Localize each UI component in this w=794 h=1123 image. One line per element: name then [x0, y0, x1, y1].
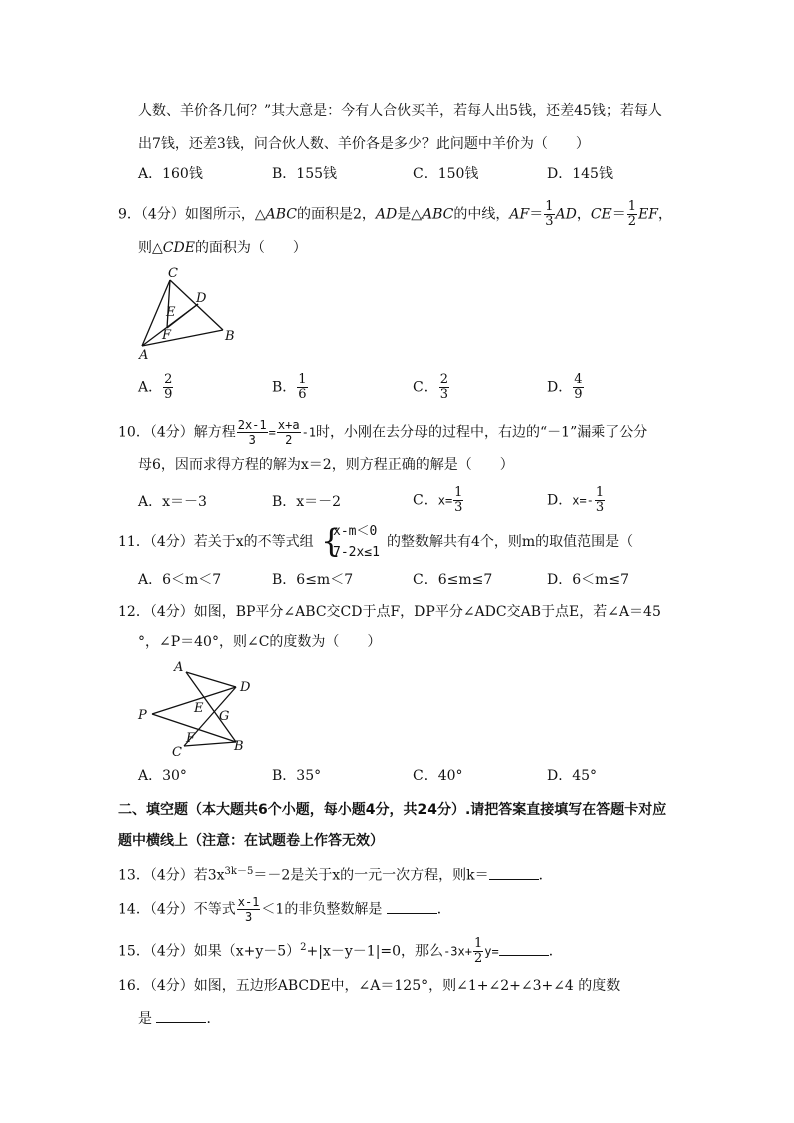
q15-prefix: 15．（4分）如果（x+y－5） [118, 943, 301, 960]
q9-abc: ABC [265, 206, 297, 223]
q10-option-c [413, 486, 464, 515]
q9-t4: ， [576, 206, 591, 223]
q11-option-b: B．6≤m＜7 [272, 572, 354, 588]
q9-abc2: ABC [422, 206, 454, 223]
q9-option-c-letter: C． [413, 379, 438, 396]
q9-line2a: 则△ [138, 240, 163, 256]
q9-fraction-1 [544, 200, 554, 229]
q12-label-b: B [234, 739, 244, 754]
q8-line1: 人数、羊价各几何？”其大意是：今有人合伙买羊，若每人出5钱，还差45钱；若每人 [138, 103, 662, 119]
q15-fraction [473, 937, 483, 966]
q9-t3: 的中线， [453, 206, 510, 223]
q12-figure [134, 656, 264, 760]
q16-answer-blank[interactable] [156, 1008, 206, 1023]
q9-option-c [413, 373, 450, 402]
q9-option-b [272, 373, 309, 402]
q10-f2-num: x+a [277, 418, 300, 432]
q12-label-c: C [172, 745, 182, 760]
q9-ce: CE [590, 206, 612, 223]
q14-line [118, 895, 451, 924]
q10-option-c-num: 1 [454, 485, 463, 500]
q10-option-c-den: 3 [454, 500, 463, 515]
q9-t1: 的面积是2， [296, 206, 376, 223]
q13-exponent: 3k－5 [224, 866, 254, 877]
q14-fraction [237, 895, 261, 924]
q11-option-a: A．6＜m＜7 [138, 572, 222, 588]
q9-option-a [138, 373, 174, 402]
q12-option-a: A．30° [138, 768, 187, 784]
q9-option-c-den: 3 [439, 387, 448, 402]
q12-option-b: B．35° [272, 768, 322, 784]
q10-option-c-letter: C． [413, 492, 438, 509]
q10-tail: -1 [301, 425, 317, 440]
q15-f-den: 2 [473, 951, 483, 966]
q10-text1: 时，小刚在去分母的过程中，右边的“－1”漏乘了公分 [316, 424, 648, 441]
q9-triangle-figure [134, 264, 244, 364]
q9-option-d-den: 9 [574, 387, 583, 402]
q10-eq: = [268, 425, 276, 440]
q13-prefix: 13．（4分）若3x [118, 867, 225, 884]
q14-end: ． [436, 901, 451, 918]
q9-t5: ， [658, 206, 672, 223]
q9-option-d-num: 4 [574, 372, 583, 387]
q8-option-b: B．155钱 [272, 166, 338, 182]
q15-exponent: 2 [300, 941, 307, 953]
q9-cde: CDE [162, 240, 195, 256]
q10-line2: 母6，因而求得方程的解为x＝2，则方程正确的解是（ ） [138, 457, 514, 473]
q9-ad: AD [375, 206, 398, 223]
q13-answer-blank[interactable] [489, 865, 539, 880]
q9-option-b-num: 1 [298, 372, 307, 387]
q14-suffix: 的非负整数解是 [284, 901, 383, 918]
q11-brace: { [321, 522, 342, 560]
q9-label-c: C [168, 266, 178, 281]
section2-heading-line1: 二、填空题（本大题共6个小题，每小题4分，共24分）.请把答案直接填写在答题卡对应 [118, 802, 667, 818]
q12-label-g: G [219, 709, 230, 724]
q12-label-f: F [186, 731, 196, 746]
q10-fraction-left [237, 418, 268, 447]
q15-expr2: y= [484, 944, 499, 959]
q9-option-c-num: 2 [439, 372, 448, 387]
q12-line2: °，∠P＝40°，则∠C的度数为（ ） [138, 634, 382, 650]
q9-option-a-num: 2 [164, 372, 173, 387]
q12-label-p: P [138, 708, 147, 723]
q10-f2-den: 2 [285, 433, 293, 447]
q9-t2: 是△ [397, 206, 423, 223]
q9-line2b: 的面积为（ ） [194, 240, 307, 256]
q10-line1 [118, 418, 647, 447]
q11-suffix: 的整数解共有4个，则m的取值范围是（ [387, 534, 634, 550]
q15-line [118, 937, 563, 966]
q10-option-d-x: x=- [572, 493, 594, 508]
q14-f-num: x-1 [237, 895, 260, 909]
q8-option-d: D．145钱 [547, 166, 613, 182]
q16-line2-text: 是 [138, 1011, 152, 1027]
q9-af: AF [509, 206, 530, 223]
q13-suffix: ＝－2是关于x的一元一次方程，则k＝ [253, 867, 489, 884]
q9-ef: EF [638, 206, 658, 223]
q10-option-d-num: 1 [595, 485, 605, 500]
q9-eq2: ＝ [611, 206, 626, 223]
q10-f1-num: 2x-1 [237, 418, 267, 432]
q10-f1-den: 3 [248, 433, 256, 447]
q9-option-a-den: 9 [164, 387, 173, 402]
q9-option-d-letter: D． [547, 379, 573, 396]
q11-inequality-2: 7-2x≤1 [333, 545, 380, 560]
q15-end: ． [548, 943, 563, 960]
q14-mid: ＜1 [261, 901, 285, 918]
q10-option-a: A．x＝－3 [138, 494, 207, 510]
q12-label-d: D [240, 680, 251, 695]
q10-option-d-den: 3 [595, 500, 605, 515]
section2-heading-line2: 题中横线上（注意：在试题卷上作答无效） [118, 833, 384, 849]
q9-option-a-letter: A． [138, 379, 163, 396]
q12-line1: 12．（4分）如图，BP平分∠ABC交CD于点F，DP平分∠ADC交AB于点E，若∠A＝45 [118, 604, 661, 620]
q9-line1 [118, 200, 672, 229]
q10-option-b: B．x＝－2 [272, 494, 342, 510]
q8-line2: 出7钱，还差3钱，问合伙人数、羊价各是多少？此问题中羊价为（ ） [138, 136, 590, 152]
q9-f2-num: 1 [627, 199, 637, 214]
q14-answer-blank[interactable] [387, 899, 437, 914]
q9-prefix: 9．（4分）如图所示，△ [118, 206, 266, 223]
q10-option-d-letter: D． [547, 492, 573, 509]
q9-ad2: AD [555, 206, 577, 223]
q9-f1-num: 1 [545, 199, 554, 214]
q14-prefix: 14．（4分）不等式 [118, 901, 236, 918]
q9-option-d [547, 373, 585, 402]
q8-option-c: C．150钱 [413, 166, 479, 182]
q11-option-d: D．6＜m≤7 [547, 572, 630, 588]
q16-line2 [138, 1008, 220, 1029]
q12-option-c: C．40° [413, 768, 463, 784]
q12-label-e: E [194, 701, 204, 716]
q15-f-num: 1 [473, 936, 483, 951]
q9-label-e: E [166, 305, 176, 320]
q9-f1-den: 3 [545, 214, 554, 229]
q10-prefix: 10．（4分）解方程 [118, 424, 236, 441]
q15-expr: -3x+ [443, 944, 472, 959]
q9-line2 [138, 238, 307, 258]
q13-end: ． [538, 867, 553, 884]
q11-option-c: C．6≤m≤7 [413, 572, 493, 588]
q15-answer-blank[interactable] [499, 941, 549, 956]
q9-label-b: B [225, 329, 235, 344]
q11-prefix: 11．（4分）若关于x的不等式组 [118, 534, 314, 550]
q14-f-den: 3 [244, 910, 253, 924]
q9-option-b-letter: B． [272, 379, 297, 396]
q9-label-a: A [139, 348, 149, 363]
q12-option-d: D．45° [547, 768, 598, 784]
q16-line1: 16．（4分）如图，五边形ABCDE中，∠A＝125°，则∠1+∠2+∠3+∠4 的度数 [118, 978, 621, 994]
q9-option-b-den: 6 [298, 387, 307, 402]
q9-eq1: ＝ [529, 206, 544, 223]
q11-inequality-1: x-m＜0 [333, 524, 378, 539]
q10-option-d [547, 486, 606, 515]
q12-label-a: A [174, 660, 184, 675]
q9-fraction-2 [627, 200, 637, 229]
q9-f2-den: 2 [627, 214, 637, 229]
q9-label-d: D [196, 291, 207, 306]
q16-end: ． [206, 1011, 221, 1027]
q9-label-f: F [162, 328, 172, 343]
q10-fraction-right [277, 418, 301, 447]
q10-option-c-x: x= [437, 493, 453, 508]
q8-option-a: A．160钱 [138, 166, 203, 182]
q15-mid: +|x－y－1|=0，那么 [306, 943, 444, 960]
q13-line [118, 862, 553, 886]
